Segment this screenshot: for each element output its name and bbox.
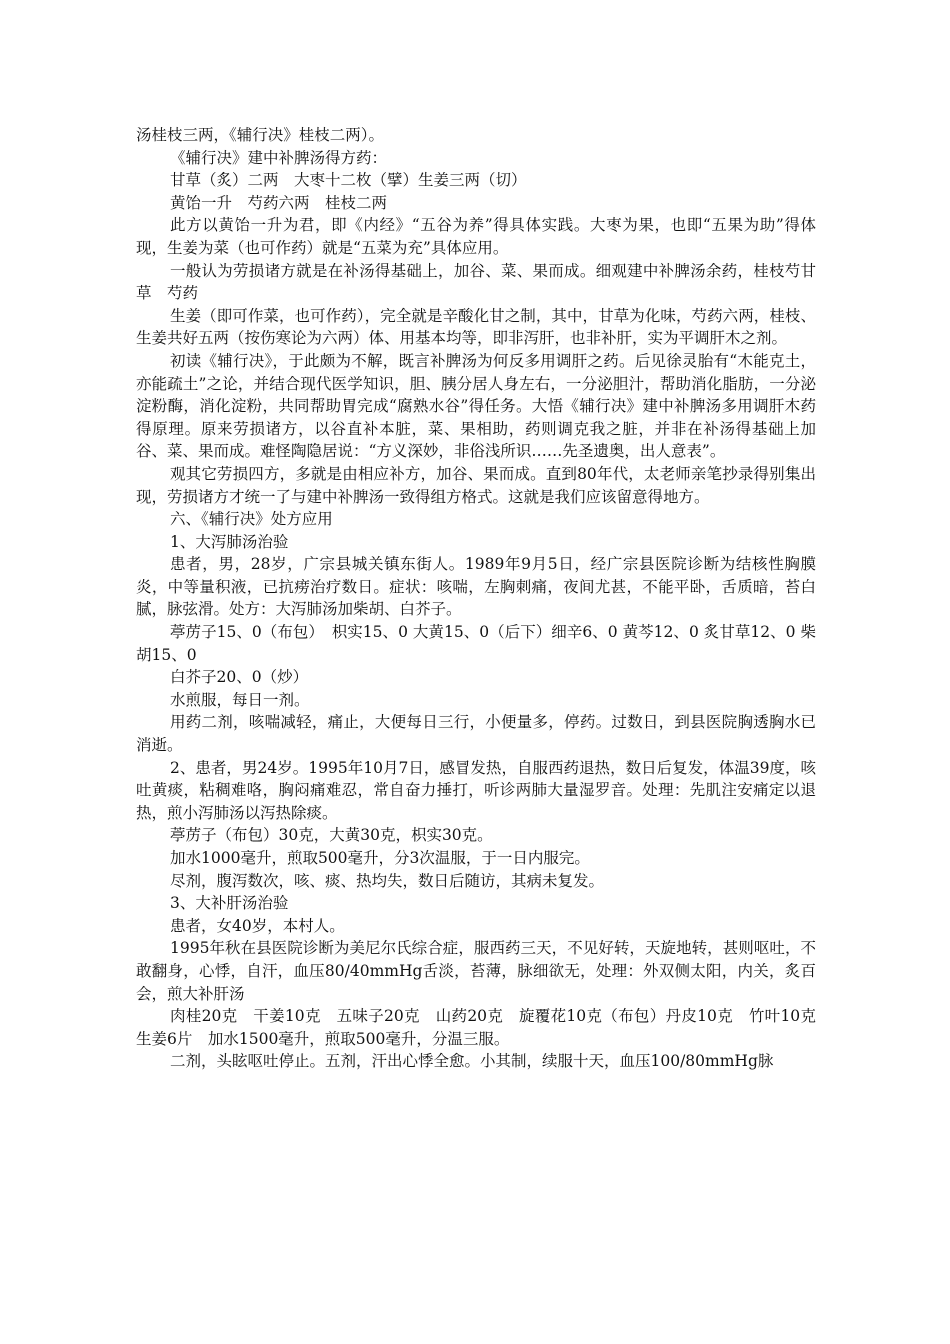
paragraph: 2、患者，男24岁。1995年10月7日，感冒发热，自服西药退热，数日后复发，体温39度，咳吐黄痰，粘稠难咯，胸闷痛难忍，常自奋力捶打，听诊两肺大量湿罗音。处理：先肌注安痛定以退热，煎小泻肺汤以泻热除痰。 [136, 758, 816, 822]
paragraph: 患者，女40岁，本村人。 [170, 916, 345, 935]
paragraph: 汤桂枝三两，《辅行决》桂枝二两）。 [136, 126, 385, 144]
paragraph: 甘草（炙）二两 大枣十二枚（擘）生姜三两（切） [170, 171, 527, 190]
prescription: 葶苈子（布包）30克，大黄30克，枳实30克。 [170, 826, 493, 845]
paragraph: 此方以黄饴一升为君，即《内经》“五谷为养”得具体实践。大枣为果，也即“五果为助”得体现，生姜为菜（也可作药）就是“五菜为充”具体应用。 [136, 216, 816, 257]
paragraph: 一般认为劳损诸方就是在补汤得基础上，加谷、菜、果而成。细观建中补脾汤余药，桂枝芍甘草 芍药 [136, 261, 816, 303]
paragraph: 尽剂，腹泻数次，咳、痰、热均失，数日后随访，其病未复发。 [170, 871, 605, 890]
paragraph: 加水1000毫升，煎取500毫升，分3次温服，于一日内服完。 [170, 849, 590, 867]
prescription: 白芥子20、0（炒） [170, 668, 309, 687]
prescription: 肉桂20克 干姜10克 五味子20克 山药20克 旋覆花10克（布包）丹皮10克 竹叶10克 生姜6片 加水1500毫升，煎取500毫升，分温三服。 [136, 1007, 832, 1048]
paragraph: 1995年秋在县医院诊断为美尼尔氏综合症，服西药三天，不见好转，天旋地转，甚则呕吐，不敢翻身，心悸，自汗，血压80/40mmHg舌淡，苔薄，脉细欲无，处理：外双侧太阳，内关，炙百会，煎大补肝汤 [136, 939, 816, 1003]
paragraph: 二剂，头眩呕吐停止。五剂，汗出心悸全愈。小其制，续服十天，血压100/80mmHg脉 [170, 1052, 774, 1071]
case-heading: 3、大补肝汤治验 [170, 894, 289, 913]
section-heading: 六、《辅行决》处方应用 [170, 510, 333, 529]
paragraph: 用药二剂，咳喘减轻，痛止，大便每日三行，小便量多，停药。过数日，到县医院胸透胸水已消逝。 [136, 713, 816, 755]
paragraph: 患者，男，28岁，广宗县城关镇东街人。1989年9月5日，经广宗县医院诊断为结核性胸膜炎，中等量积液，已抗痨治疗数日。症状：咳喘，左胸刺痛，夜间尤甚，不能平卧，舌质暗，苔白腻，脉弦滑。处方：大泻肺汤加柴胡、白芥子。 [136, 555, 816, 619]
paragraph: 黄饴一升 芍药六两 桂枝二两 [170, 193, 388, 212]
paragraph: 观其它劳损四方，多就是由相应补方，加谷、果而成。直到80年代，太老师亲笔抄录得别集出现，劳损诸方才统一了与建中补脾汤一致得组方格式。这就是我们应该留意得地方。 [136, 464, 816, 506]
paragraph: 初读《辅行决》，于此颇为不解，既言补脾汤为何反多用调肝之药。后见徐灵胎有“木能克土，亦能疏土”之论，并结合现代医学知识，胆、胰分居人身左右，一分泌胆汁，帮助消化脂肪，一分泌淀粉酶，消化淀粉，共同帮助胃完成“腐熟水谷”得任务。大悟《辅行决》建中补脾汤多用调肝木药得原理。原来劳损诸方，以谷直补本脏，菜、果相助，药则调克我之脏，并非在补汤得基础上加谷、菜、果而成。难怪陶隐居说：“方义深妙，非俗浅所识……先圣遗奥，出人意表”。 [136, 351, 816, 461]
paragraph: 水煎服，每日一剂。 [170, 690, 310, 709]
prescription: 葶苈子15、0（布包） 枳实15、0 大黄15、0（后下）细辛6、0 黄芩12、0 炙甘草12、0 柴胡15、0 [136, 623, 816, 664]
case-heading: 1、大泻肺汤治验 [170, 532, 289, 551]
document-body [136, 124, 832, 1073]
paragraph: 生姜（即可作菜，也可作药），完全就是辛酸化甘之制，其中，甘草为化味，芍药六两，桂枝、生姜共好五两（按伤寒论为六两）体、用基本均等，即非泻肝，也非补肝，实为平调肝木之剂。 [136, 306, 816, 348]
paragraph: 《辅行决》建中补脾汤得方药： [170, 148, 388, 167]
